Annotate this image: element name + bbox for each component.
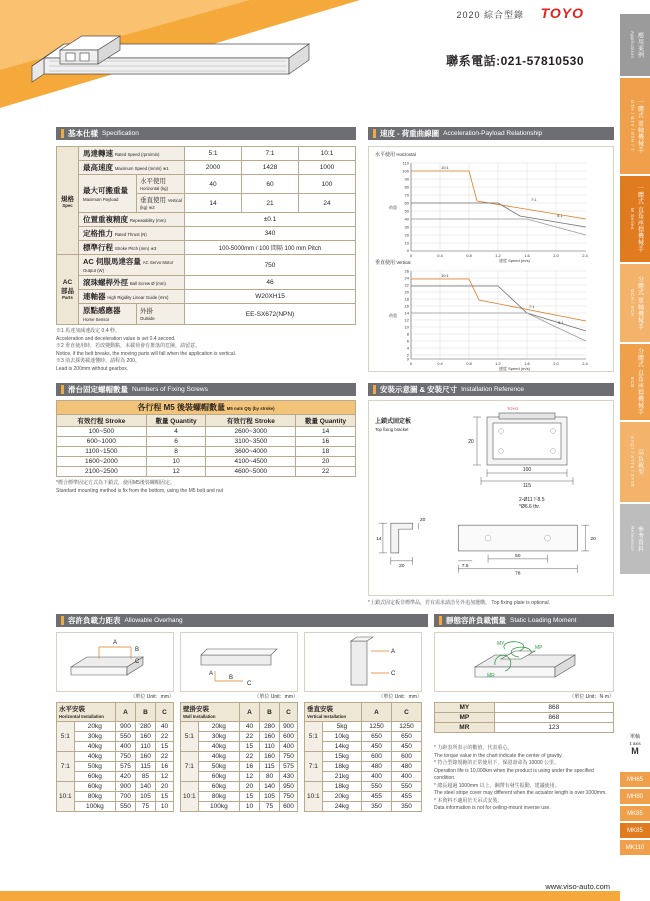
svg-text:20: 20 (404, 232, 409, 238)
actuator-illustration (24, 14, 314, 92)
overhang-table-vertical (304, 702, 422, 812)
rail-tab-1[interactable]: 一體式 單軸機械手 GTH / GTY / ETH / T (620, 78, 650, 174)
table-row: 14kg 450 450 (305, 742, 422, 752)
svg-text:1.2: 1.2 (495, 253, 501, 258)
svg-text:8: 8 (406, 331, 409, 337)
table-row: 連軸器 High Rigidity Linear Guide (mm) W20XH15 (57, 290, 356, 304)
svg-text:12: 12 (404, 317, 409, 323)
svg-text:0: 0 (406, 248, 409, 253)
unit-note-3: （單位 Unit：mm） (378, 694, 422, 700)
table-row: 垂直使用 Vertical (kg) ※2 14 21 24 (57, 194, 356, 213)
accel-chart-panel (368, 146, 614, 372)
svg-text:0.8: 0.8 (466, 253, 472, 258)
table-row: 垂直安裝 Vertical Installation A C (305, 703, 422, 722)
svg-text:20: 20 (468, 439, 474, 445)
svg-text:100: 100 (402, 168, 409, 174)
svg-text:2.0: 2.0 (553, 361, 559, 366)
svg-text:MY: MY (497, 641, 505, 647)
table-row: 2100~2500 12 4600~5000 22 (57, 467, 356, 477)
table-row: MR 123 (435, 723, 614, 733)
svg-text:A: A (113, 640, 118, 646)
svg-text:A: A (391, 649, 396, 655)
svg-text:50: 50 (515, 553, 521, 559)
svg-text:2: 2 (406, 352, 409, 358)
table-row: 18kg 480 480 (305, 762, 422, 772)
unit-note-1: （單位 Unit：mm） (130, 694, 174, 700)
overhang-table-wall (180, 702, 298, 812)
svg-text:14: 14 (404, 310, 409, 316)
svg-text:0.4: 0.4 (437, 253, 443, 258)
static-moment-illustration (434, 632, 614, 692)
svg-text:10:1: 10:1 (441, 165, 449, 170)
table-row: 5:1 5kg 1250 1250 (305, 722, 422, 732)
table-row: 各行程 M5 後裝螺帽數量 M5 nuts Qty (by stroke) (57, 401, 356, 415)
table-row: 10:1 60kg 20 140 950 (181, 782, 298, 792)
svg-text:速度 Speed (m/s): 速度 Speed (m/s) (499, 366, 530, 371)
table-row: 水平安裝 Horizontal Installation A B C (57, 703, 174, 722)
svg-text:7:1: 7:1 (531, 197, 537, 202)
table-row: 600~1000 6 3100~3500 16 (57, 437, 356, 447)
unit-note-2: （單位 Unit：mm） (254, 694, 298, 700)
contact-phone: 聯系電話:021-57810530 (446, 54, 584, 68)
svg-text:10:1: 10:1 (441, 273, 449, 278)
table-row: 滾珠螺桿外徑 Ball Screw Ø (mm) 46 (57, 276, 356, 290)
rail-tab-0[interactable]: 應用案例 Application (620, 14, 650, 76)
static-moment-table (434, 702, 614, 733)
table-row: 定格推力 Rated Thrust (N) 340 (57, 227, 356, 241)
table-row: 10:1 60kg 900 140 20 (57, 782, 174, 792)
table-row: AC 部品 Parts AC 伺服馬達容量 AC Servo Motor Output (W) 750 (57, 255, 356, 276)
chart-vertical (371, 267, 611, 371)
svg-text:0.4: 0.4 (437, 361, 443, 366)
table-row: 規格 Spec 馬達轉速 Rated Speed (rpm/min) 5:1 7:1 10:1 (57, 147, 356, 161)
svg-text:20: 20 (590, 537, 596, 543)
svg-text:C: C (247, 681, 252, 687)
table-row: 50kg 16 115 575 (181, 762, 298, 772)
overhang-table-horizontal (56, 702, 174, 812)
svg-text:80: 80 (404, 184, 409, 190)
table-row: 80kg 15 105 750 (181, 792, 298, 802)
svg-text:30: 30 (404, 224, 409, 230)
svg-text:2.0: 2.0 (553, 253, 559, 258)
table-row: 30kg 22 160 600 (181, 732, 298, 742)
table-row: 位置重複精度 Repeatability (mm) ±0.1 (57, 213, 356, 227)
screws-note: *標合標準固定方式為下鎖式，使用M5後裝螺帽固定。 Standard mounting method is fix from the bottom, using the M5 bolt and nut (56, 480, 224, 494)
install-section-drawing (373, 509, 611, 579)
table-row: 最大可搬重量 Maximum Payload 水平使用 Horizontal (kg) 40 60 100 (57, 175, 356, 194)
table-row: 7:1 40kg 22 160 750 (181, 752, 298, 762)
table-row: 100~500 4 2600~3000 14 (57, 427, 356, 437)
install-section-header: 安裝示意圖 & 安裝尺寸 Installation Reference (368, 383, 614, 396)
table-row: MY 868 (435, 703, 614, 713)
screws-table-wrap (56, 400, 356, 495)
svg-text:24: 24 (404, 275, 409, 281)
svg-text:2.4: 2.4 (582, 361, 588, 366)
table-row: 40kg 400 110 15 (57, 742, 174, 752)
table-row: 7:1 15kg 600 600 (305, 752, 422, 762)
table-row: 1100~1500 8 3600~4000 18 (57, 447, 356, 457)
table-row: 10kg 650 650 (305, 732, 422, 742)
svg-text:0: 0 (409, 361, 413, 366)
table-row: 5:1 20kg 900 280 40 (57, 722, 174, 732)
svg-text:0: 0 (406, 356, 409, 362)
table-row: 10:1 18kg 550 550 (305, 782, 422, 792)
spec-table-wrap (56, 146, 356, 373)
table-row: 60kg 12 80 430 (181, 772, 298, 782)
rail-tab-6[interactable]: 參考資料 Reference (620, 504, 650, 574)
svg-text:C: C (135, 659, 140, 665)
svg-text:50: 50 (404, 208, 409, 214)
accel-section-header: 速度 - 荷重曲線圖 Acceleration-Payload Relationship (368, 127, 614, 140)
table-row: 100kg 10 75 600 (181, 802, 298, 812)
svg-text:90: 90 (404, 176, 409, 182)
side-tab-rail (620, 0, 650, 901)
svg-text:78: 78 (515, 571, 521, 577)
svg-text:7.5: 7.5 (461, 563, 469, 569)
svg-text:100: 100 (522, 467, 532, 473)
chart-vertical-title: 垂直使用 Vertical (375, 260, 411, 266)
overhang-illus-wall (180, 632, 298, 692)
svg-text:115: 115 (523, 483, 531, 489)
svg-text:5:1: 5:1 (558, 320, 564, 325)
svg-text:MR: MR (487, 673, 495, 679)
overhang-illus-horizontal (56, 632, 174, 692)
svg-text:60: 60 (404, 200, 409, 206)
svg-text:B: B (229, 675, 234, 681)
svg-text:5:1: 5:1 (557, 213, 563, 218)
svg-text:20: 20 (399, 563, 405, 569)
svg-text:0: 0 (409, 253, 413, 258)
svg-text:110: 110 (402, 160, 409, 166)
table-row: MP 868 (435, 713, 614, 723)
table-row: 有效行程 Stroke 數量 Quantity 有效行程 Stroke 數量 Quantity (57, 415, 356, 427)
hole-spec-label: 2‑Ø11下8.5 *Ø6.6 thr. (519, 497, 545, 510)
table-row: 100kg 550 75 10 (57, 802, 174, 812)
svg-text:1.6: 1.6 (524, 361, 530, 366)
overhang-section-header: 容許負載力距表 Allowable Overhang (56, 614, 428, 627)
table-row: 5:1 20kg 40 280 900 (181, 722, 298, 732)
brand-logo: TOYO (540, 5, 584, 21)
rail-model-mh80[interactable]: MH80 (620, 789, 650, 804)
chart-horizontal (371, 159, 611, 263)
svg-text:20: 20 (419, 518, 426, 524)
spec-table (56, 146, 356, 325)
spec-section-header: 基本仕樣 Specification (56, 127, 356, 140)
chart-horizontal-title: 水平使用 Horizontal (375, 152, 416, 158)
screws-table (56, 400, 356, 477)
table-row: 1600~2000 10 4100~4500 20 (57, 457, 356, 467)
svg-text:荷重: 荷重 (389, 205, 397, 210)
svg-text:B: B (135, 647, 140, 653)
svg-text:速度 Speed (m/s): 速度 Speed (m/s) (499, 258, 530, 263)
rail-tab-3[interactable]: 分體式 單軸機械手 GCH / ECH (620, 264, 650, 342)
rail-tab-5[interactable]: 高負載型 XYQ7 / XYT8 / XYT8 (620, 422, 650, 502)
table-row: 原點感應器 Home Sensor 外掛 Outside EE-SX672(NPN) (57, 304, 356, 325)
svg-text:C: C (391, 671, 396, 677)
svg-text:14: 14 (376, 537, 382, 543)
rail-axis-label: 單軸 1 axis M (629, 734, 641, 757)
svg-text:22: 22 (404, 282, 409, 288)
static-moment-section-header: 靜態容許負載慣量 Static Loading Moment (434, 614, 614, 627)
table-row: 24kg 350 350 (305, 802, 422, 812)
svg-text:A: A (209, 671, 214, 677)
footer-orange-band (0, 891, 620, 901)
svg-text:1.2: 1.2 (495, 361, 501, 366)
svg-text:4: 4 (406, 345, 409, 351)
table-row: 80kg 700 105 15 (57, 792, 174, 802)
svg-text:40: 40 (404, 216, 409, 222)
install-panel (368, 400, 614, 596)
rail-model-mk85-selected[interactable]: MK85 (620, 823, 650, 838)
overhang-illus-vertical (304, 632, 422, 692)
rail-tab-4[interactable]: 分體式 直角座標機械手 ECB (620, 344, 650, 420)
spec-footnotes: ※1 馬達加減速設定 0.4 秒。 Acceleration and deceleration value is set 0.4 second. ※2 垂直使用時，若改變動點，未載荷會有推落的危險，請留意。 Notice, if the belt breaks, the moving parts will fall when the application is vertical. ※3 消去採裝載連懂時，請程為 200。 Lead is 200mm without gearbox. (56, 328, 237, 372)
rail-model-mk110[interactable]: MK110 (620, 840, 650, 855)
svg-text:26: 26 (404, 268, 409, 274)
svg-text:0.8: 0.8 (466, 361, 472, 366)
svg-text:20: 20 (404, 289, 409, 295)
table-row: 30kg 550 160 22 (57, 732, 174, 742)
svg-text:2.4: 2.4 (582, 253, 588, 258)
install-iso-drawing (457, 405, 607, 491)
svg-text:6: 6 (406, 338, 409, 344)
svg-text:18: 18 (404, 296, 409, 302)
svg-text:1.6: 1.6 (524, 253, 530, 258)
svg-text:10: 10 (404, 240, 409, 246)
table-row: 最高速度 Maximum Speed (mm/s) ※1 2000 1428 1000 (57, 161, 356, 175)
svg-text:16: 16 (404, 303, 409, 309)
svg-text:10: 10 (404, 324, 409, 330)
unit-note-moment: （單位 Unit：N·m） (569, 694, 614, 700)
svg-text:荷重: 荷重 (389, 313, 397, 318)
svg-text:MP: MP (535, 645, 543, 651)
rail-tab-2[interactable]: 一體式 直角座標機械手 M Series (620, 176, 650, 262)
rail-model-mh65[interactable]: MH65 (620, 772, 650, 787)
table-row: 標準行程 Stroke Pitch (mm) ※3 100-5000mm / 100 間隔 100 mm Pitch (57, 241, 356, 255)
table-row: 20kg 455 455 (305, 792, 422, 802)
static-moment-notes: * 力距表所表示的數值，代表重心。 The torque value in the chart indicate the center of gravity. * 符合型錄規範的正常使用下，保證壽命為 10000 公里。 Operation life is 10,000km when the product is using under the specified condition. * 總長超過 1000mm 以上，鋼帶有發生振動，建議使用。 The steel stripe cover may different when the actuator length is over 1000mm. * 本資料不適用於天吊式安裝。 Data information is not for ceiling-mount inverse use. (434, 745, 607, 811)
footer-url[interactable]: www.viso-auto.com (545, 882, 610, 891)
table-row: 21kg 400 400 (305, 772, 422, 782)
top-bracket-label: 上鎖式固定板 Top fixing bracket (375, 419, 412, 432)
table-row: 60kg 420 85 12 (57, 772, 174, 782)
rail-model-mk85-1[interactable]: MK85 (620, 806, 650, 821)
svg-text:TOYO: TOYO (507, 406, 519, 411)
page-header (0, 0, 620, 108)
screws-section-header: 滑台固定螺帽數量 Numbers of Fixing Screws (56, 383, 356, 396)
table-row: 40kg 15 110 400 (181, 742, 298, 752)
table-row: 壁掛安裝 Wall Installation A B C (181, 703, 298, 722)
table-row: 50kg 575 115 16 (57, 762, 174, 772)
catalog-year: 2020 綜合型錄 (456, 10, 524, 20)
svg-text:70: 70 (404, 192, 409, 198)
install-note: *上鎖式固定板非標準品，若有需求請洽另外追加選購。 Top fixing plate is optional. (368, 600, 550, 606)
svg-text:7:1: 7:1 (529, 304, 535, 309)
table-row: 7:1 40kg 750 160 22 (57, 752, 174, 762)
